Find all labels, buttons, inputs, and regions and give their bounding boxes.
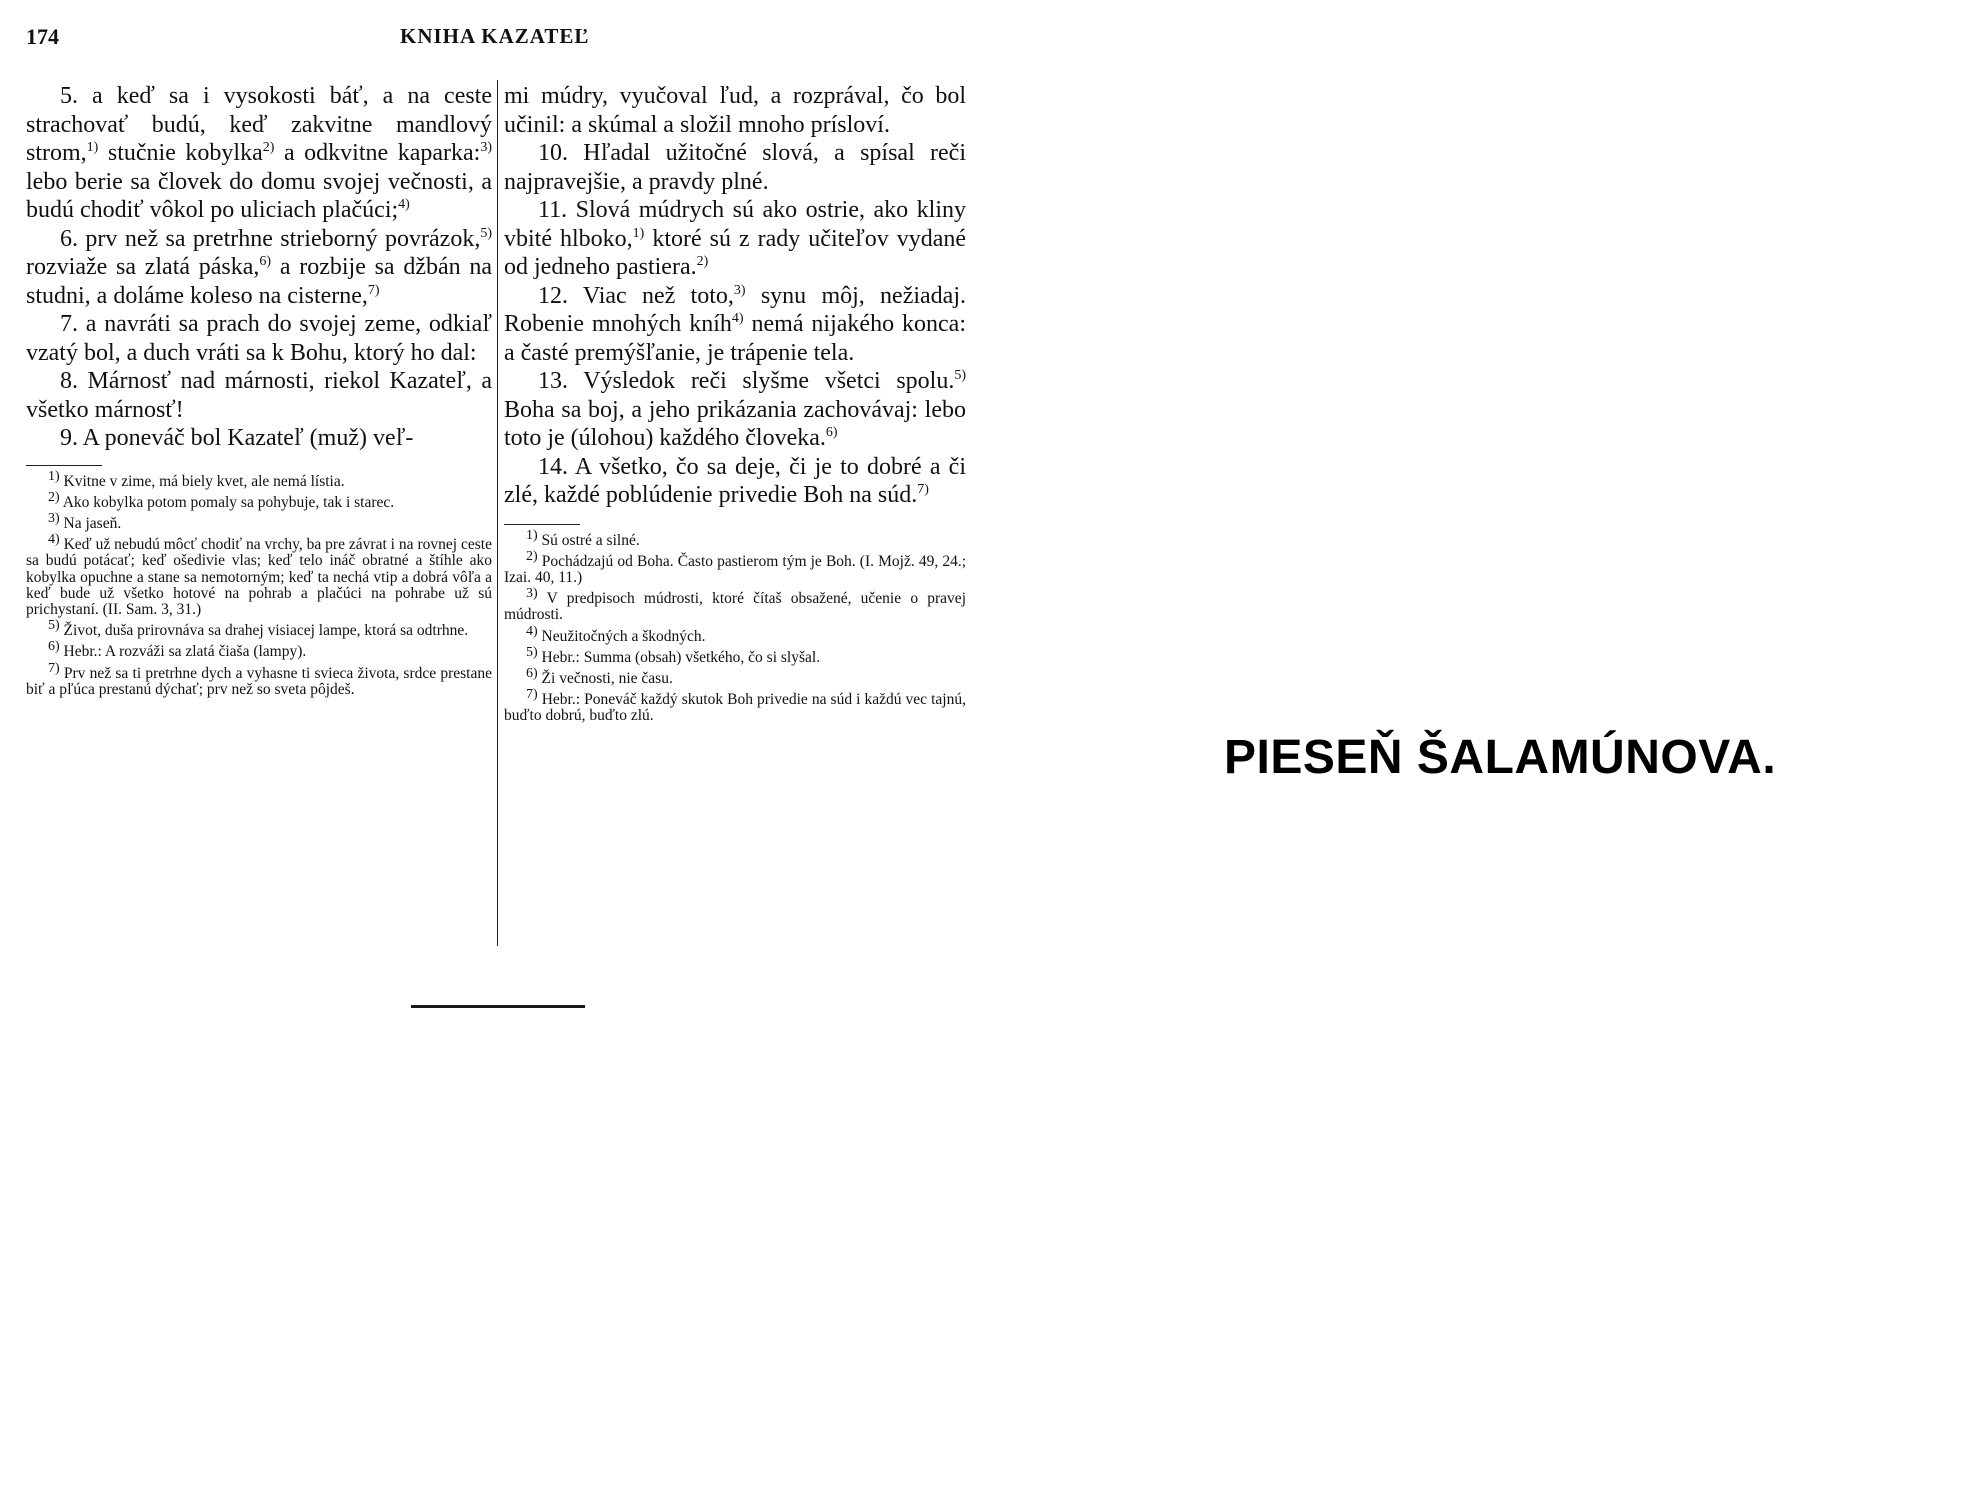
- verse-14: 14. A všetko, čo sa deje, či je to dobré a či zlé, každé poblúdenie privedie Boh na súd.$^{7)}$: [504, 453, 966, 508]
- verse-9: 9. A poneváč bol Kazateľ (muž) veľ-: [60, 425, 414, 451]
- verse-8: 8. Márnosť nad márnosti, riekol Kazateľ, a všetko márnosť!: [26, 368, 492, 423]
- verse-13: 13. Výsledok reči slyšme všetci spolu.$^{5)}$ Boha sa boj, a jeho prikázania zachovávaj: lebo toto je (úlohou) každého človeka.$^{6)}$: [504, 368, 966, 451]
- column-divider: [497, 80, 498, 946]
- footnote-rule: [504, 524, 580, 525]
- right-column: [504, 82, 966, 730]
- running-head: KNIHA KAZATEĽ: [400, 24, 590, 48]
- verse-9-continuation: mi múdry, vyučoval ľud, a rozprával, čo bol učinil: a skúmal a složil mnoho prísloví.: [504, 83, 966, 138]
- verse-7: 7. a navráti sa prach do svojej zeme, odkiaľ vzatý bol, a duch vráti sa k Bohu, ktorý ho dal:: [26, 311, 492, 366]
- footnote-4: $^{4)}$ Neužitočných a škodných.: [526, 623, 706, 645]
- footnote-rule: [26, 465, 102, 466]
- footnote-7: $^{7)}$ Prv než sa ti pretrhne dych a vyhasne ti svieca života, srdce prestane biť a pľúca prestanú dýchať; prv než so sveta pôjdeš.: [26, 660, 492, 698]
- footnote-2: $^{2)}$ Pochádzajú od Boha. Často pastierom tým je Boh. (I. Mojž. 49, 24.; Izai. 40, 11.): [504, 548, 966, 586]
- verse-5: 5. a keď sa i vysokosti báť, a na ceste strachovať budú, keď zakvitne mandlový strom,$^{1)}$ stučnie kobylka$^{2)}$ a odkvitne kaparka:$^{3)}$ lebo berie sa človek do domu svojej večnosti, a budú chodiť vôkol po uliciach plačúci;$^{4)}$: [26, 83, 492, 223]
- footnote-1: $^{1)}$ Kvitne v zime, má biely kvet, ale nemá lístia.: [48, 468, 345, 490]
- footnote-3: $^{3)}$ V predpisoch múdrosti, ktoré čítaš obsažené, učenie o pravej múdrosti.: [504, 585, 966, 624]
- footnote-4: $^{4)}$ Keď už nebudú môcť chodiť na vrchy, ba pre závrat i na rovnej ceste sa budú potácať; keď ošedivie vlas; keď telo ináč obratné a štíhle ako kobylka opuchne a stane sa nemotorným; keď ta nechá vtip a dobrá vôľa a keď bude už všetko hotové na pohrab a plačúci na pohrabe už sú prichystaní. (II. Sam. 3, 31.): [26, 531, 492, 618]
- verse-10: 10. Hľadal užitočné slová, a spísal reči najpravejšie, a pravdy plné.: [504, 140, 966, 195]
- footnote-2: $^{2)}$ Ako kobylka potom pomaly sa pohybuje, tak i starec.: [48, 489, 395, 511]
- footnote-7: $^{7)}$ Hebr.: Poneváč každý skutok Boh privedie na súd i každú vec tajnú, buďto dobrú, buďto zlú.: [504, 686, 966, 725]
- verse-6: 6. prv než sa pretrhne strieborný povrázok,$^{5)}$ rozviaže sa zlatá páska,$^{6)}$ a rozbije sa džbán na studni, a doláme koleso na cisterne,$^{7)}$: [26, 225, 493, 309]
- end-rule: [411, 1005, 585, 1008]
- section-title: PIESEŇ ŠALAMÚNOVA.: [1224, 731, 1777, 784]
- footnote-3: $^{3)}$ Na jaseň.: [48, 510, 122, 532]
- footnote-5: $^{5)}$ Hebr.: Summa (obsah) všetkého, čo si slyšal.: [526, 644, 821, 666]
- verse-12: 12. Viac než toto,$^{3)}$ synu môj, nežiadaj. Robenie mnohých kníh$^{4)}$ nemá nijakého konca: a časté premýšľanie, je trápenie tela.: [504, 282, 966, 366]
- footnote-5: $^{5)}$ Život, duša prirovnáva sa drahej visiacej lampe, ktorá sa odtrhne.: [48, 617, 469, 640]
- footnote-6: $^{6)}$ Ži večnosti, nie času.: [526, 665, 673, 687]
- footnote-6: $^{6)}$ Hebr.: A rozváži sa zlatá čiaša (lampy).: [48, 639, 307, 661]
- verse-11: 11. Slová múdrych sú ako ostrie, ako kliny vbité hlboko,$^{1)}$ ktoré sú z rady učiteľov vydané od jedneho pastiera.$^{2)}$: [504, 197, 967, 280]
- footnote-1: $^{1)}$ Sú ostré a silné.: [526, 527, 640, 549]
- page-number: 174: [26, 24, 59, 49]
- left-column: [26, 82, 492, 703]
